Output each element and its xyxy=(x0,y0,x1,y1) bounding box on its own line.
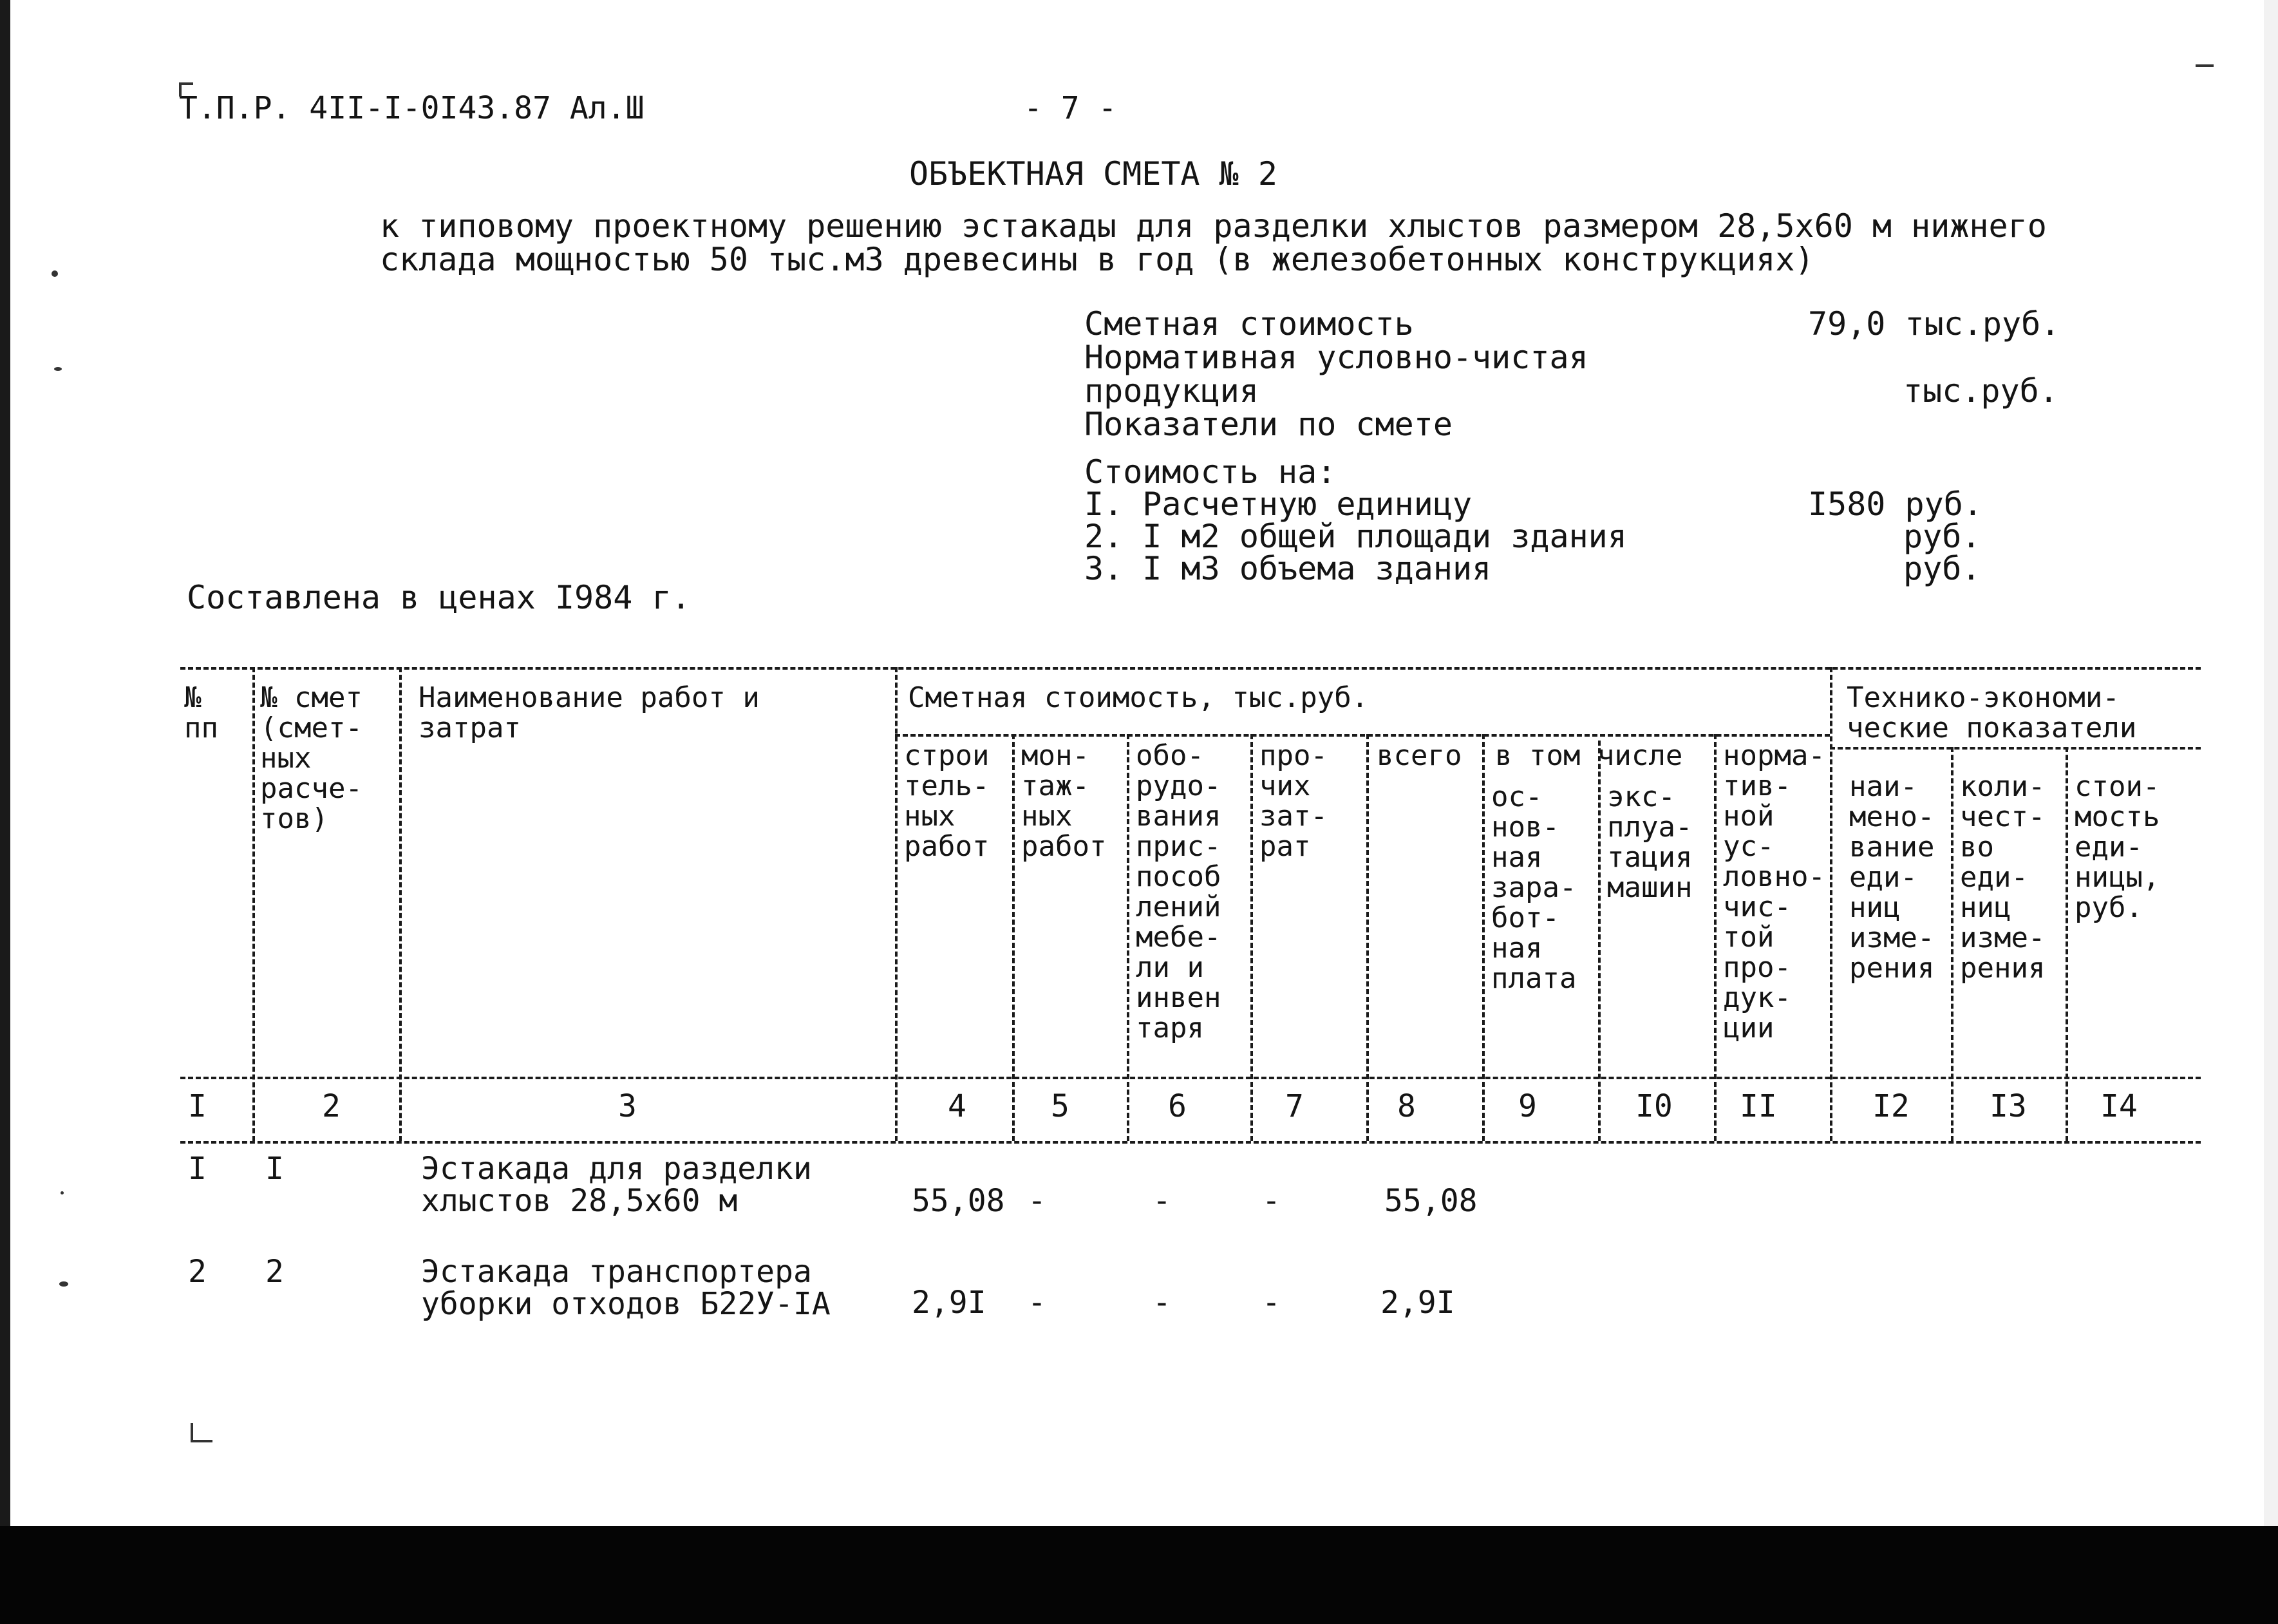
row2-construction: 2,9I xyxy=(912,1285,986,1321)
row2-estimate: 2 xyxy=(265,1254,284,1290)
row1-installation: - xyxy=(1028,1183,1046,1219)
column-number: 4 xyxy=(948,1088,966,1124)
row2-name: Эстакада транспортера уборки отходов Б22У-IА xyxy=(421,1254,831,1322)
col-divider xyxy=(1714,734,1717,1141)
scan-bottom-band xyxy=(0,1526,2278,1624)
header-row-number: № пп xyxy=(184,681,218,744)
header-construction-works: строи тель- ных работ xyxy=(904,739,990,863)
col-divider xyxy=(1482,734,1485,1141)
header-work-name: Наименование работ и затрат xyxy=(419,681,760,744)
column-number: I2 xyxy=(1872,1088,1910,1124)
header-equipment: обо- рудо- вания прис- пособ лений мебе- ли и инвен таря xyxy=(1136,739,1221,1044)
cost-value: 79,0 тыс.руб. xyxy=(1808,305,2060,343)
header-normative-production: норма- тив- ной ус- ловно- чис- той про- дук- ции xyxy=(1723,739,1825,1044)
speck xyxy=(2196,64,2214,67)
normative-label-line1: Нормативная условно-чистая xyxy=(1084,339,1588,376)
cost-label: Сметная стоимость xyxy=(1084,305,1414,343)
col-divider xyxy=(252,667,255,1141)
cost-on-label: Стоимость на: xyxy=(1084,453,1337,491)
speck xyxy=(54,367,62,371)
column-number: 7 xyxy=(1285,1088,1304,1124)
col-divider xyxy=(1012,734,1015,1141)
col-divider xyxy=(399,667,402,1141)
volume-cost-value: руб. xyxy=(1903,550,1981,587)
header-cost-group: Сметная стоимость, тыс.руб. xyxy=(908,681,1369,714)
unit-cost-label: I. Расчетную единицу xyxy=(1084,486,1473,523)
column-number: I xyxy=(188,1088,207,1124)
col-divider xyxy=(1127,734,1129,1141)
column-number: I4 xyxy=(2100,1088,2138,1124)
header-machine-operation: экс- плуа- тация машин xyxy=(1607,780,1693,904)
unit-cost-value: I580 руб. xyxy=(1808,486,1982,523)
column-number: 9 xyxy=(1518,1088,1537,1124)
scan-right-edge xyxy=(2264,0,2278,1526)
row2-installation: - xyxy=(1028,1285,1046,1321)
col-divider xyxy=(1250,734,1253,1141)
header-total: всего xyxy=(1377,739,1462,772)
speck xyxy=(61,1191,64,1194)
crop-mark-top-left xyxy=(179,82,193,97)
row1-other: - xyxy=(1262,1183,1281,1219)
document-subtitle-line1: к типовому проектному решению эстакады для разделки хлыстов размером 28,5х60 м нижнего xyxy=(380,207,2047,245)
header-base-wages: ос- нов- ная зара- бот- ная плата xyxy=(1491,780,1577,995)
document-code: Т.П.Р. 4II-I-0I43.87 Ал.Ш xyxy=(179,90,645,126)
volume-cost-label: 3. I м3 объема здания xyxy=(1084,550,1492,587)
row1-construction: 55,08 xyxy=(912,1183,1005,1219)
document-subtitle-line2: склада мощностью 50 тыс.м3 древесины в год (в железобетонных конструкциях) xyxy=(380,241,1814,278)
header-estimate-number: № смет (смет- ных расче- тов) xyxy=(260,681,362,835)
normative-label-line2: продукция xyxy=(1084,372,1259,410)
column-number: I3 xyxy=(1990,1088,2027,1124)
document-title: ОБЪЕКТНАЯ СМЕТА № 2 xyxy=(909,155,1277,193)
col-divider xyxy=(1830,667,1832,1141)
tech-group-rule xyxy=(1830,747,2201,750)
normative-value: тыс.руб. xyxy=(1903,372,2058,410)
column-number: 5 xyxy=(1051,1088,1069,1124)
column-number: 8 xyxy=(1397,1088,1416,1124)
cost-group-rule xyxy=(895,734,1830,737)
header-unit-cost: стои- мость еди- ницы, руб. xyxy=(2075,770,2160,924)
speck xyxy=(52,270,58,277)
col-divider xyxy=(1951,747,1953,1141)
column-number: 6 xyxy=(1168,1088,1187,1124)
header-other-costs: про- чих зат- рат xyxy=(1259,739,1328,863)
header-unit-name: наи- мено- вание еди- ниц изме- рения xyxy=(1849,770,1935,985)
header-unit-quantity: коли- чест- во еди- ниц изме- рения xyxy=(1960,770,2046,985)
column-number: 2 xyxy=(322,1088,341,1124)
col-divider xyxy=(895,667,898,1141)
col-divider xyxy=(1598,741,1601,1141)
row1-number: I xyxy=(188,1151,207,1187)
col-divider xyxy=(2066,747,2068,1141)
column-number: I0 xyxy=(1635,1088,1673,1124)
prices-note: Составлена в ценах I984 г. xyxy=(187,579,691,616)
header-tech-econ-group: Технико-экономи- ческие показатели xyxy=(1847,681,2137,744)
header-installation-works: мон- таж- ных работ xyxy=(1021,739,1107,863)
number-row-rule xyxy=(180,1141,2201,1144)
row1-equipment: - xyxy=(1153,1183,1171,1219)
page-number: - 7 - xyxy=(1024,90,1117,126)
row2-other: - xyxy=(1262,1285,1281,1321)
row2-equipment: - xyxy=(1153,1285,1171,1321)
scan-left-edge xyxy=(0,0,10,1624)
header-bottom-rule xyxy=(180,1077,2201,1079)
table-top-rule xyxy=(180,667,2201,670)
column-number: II xyxy=(1740,1088,1777,1124)
col-divider xyxy=(1366,734,1369,1141)
header-including-group: в том числе xyxy=(1495,739,1683,772)
row2-number: 2 xyxy=(188,1254,207,1290)
row1-estimate: I xyxy=(265,1151,284,1187)
crop-mark-bottom-left xyxy=(191,1423,212,1442)
row1-total: 55,08 xyxy=(1384,1183,1478,1219)
area-cost-label: 2. I м2 общей площади здания xyxy=(1084,518,1627,555)
speck xyxy=(59,1281,68,1287)
indicators-label: Показатели по смете xyxy=(1084,406,1453,443)
area-cost-value: руб. xyxy=(1903,518,1981,555)
column-number: 3 xyxy=(618,1088,637,1124)
row1-name: Эстакада для разделки хлыстов 28,5х60 м xyxy=(421,1151,812,1219)
row2-total: 2,9I xyxy=(1380,1285,1455,1321)
